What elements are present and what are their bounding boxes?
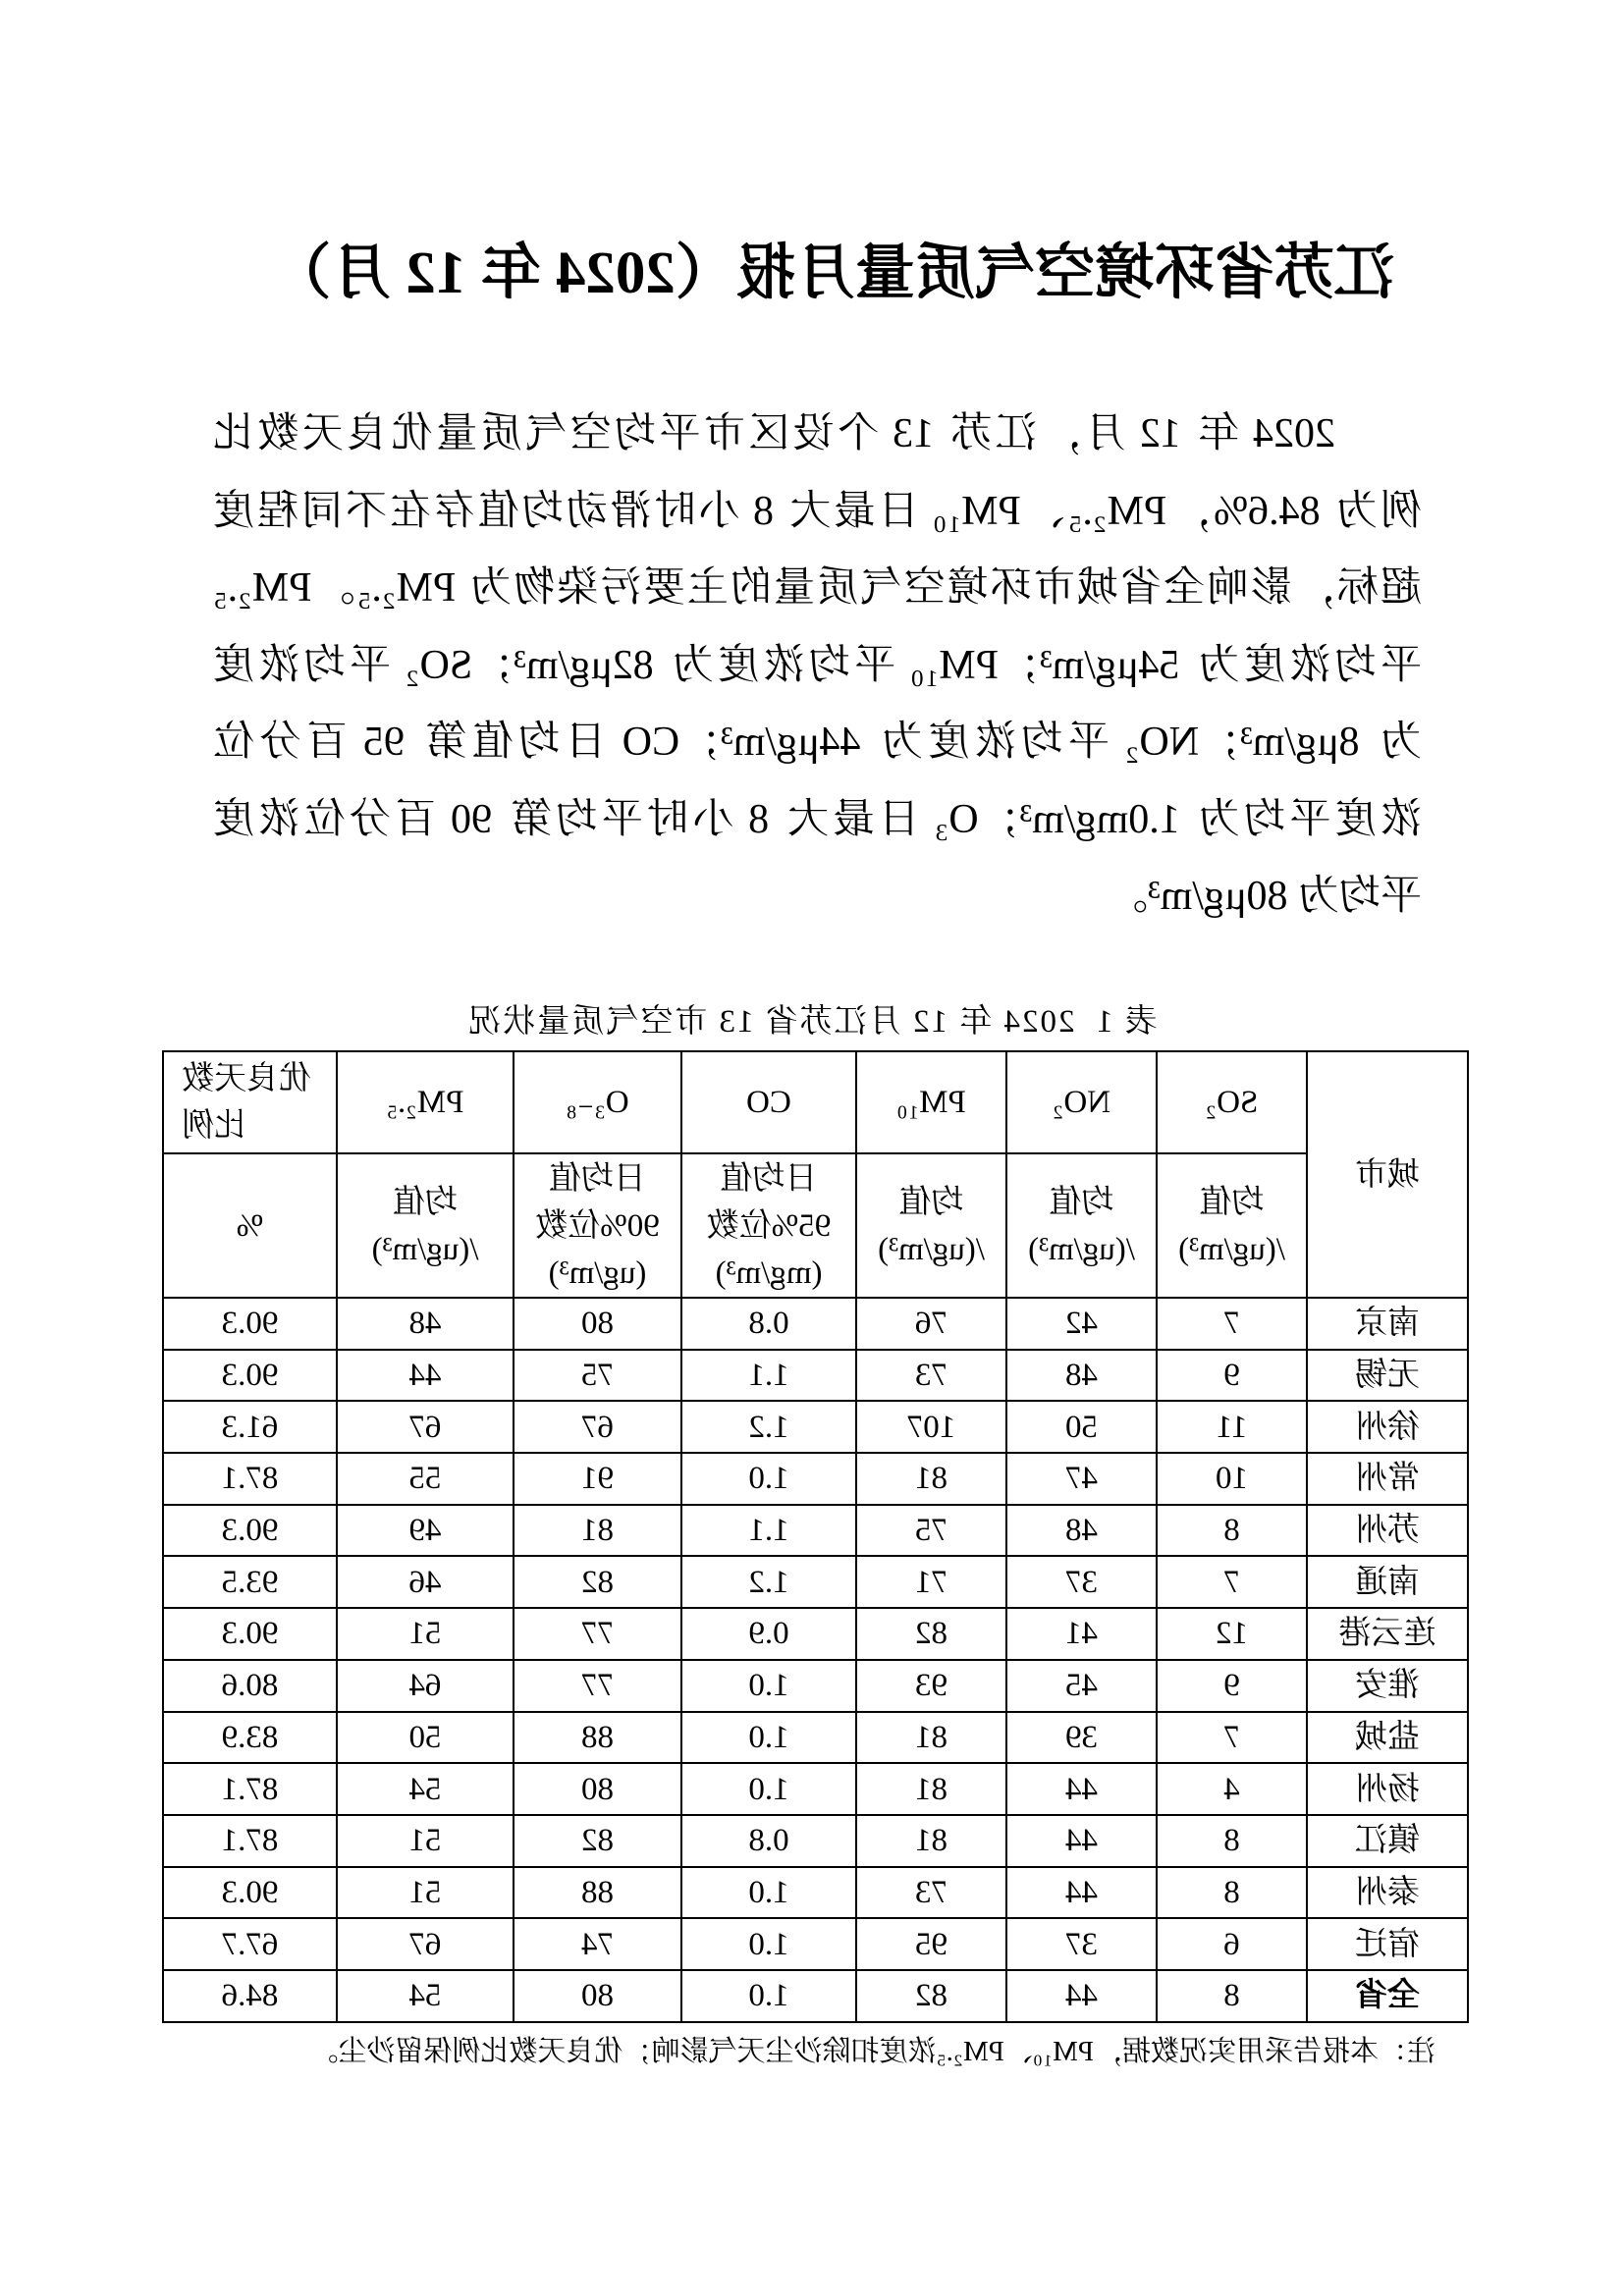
header-pm10-unit: 均值 /(ug/m³): [856, 1153, 1006, 1298]
air-quality-table: [162, 1050, 1469, 2023]
header-o3-8: O₃₋₈: [514, 1051, 681, 1153]
co-value-cell: 1.1: [681, 1350, 856, 1402]
table-row: [163, 1867, 1468, 1919]
co-value-cell: 0.9: [681, 1608, 856, 1660]
summary-line: 例为 84.6%，PM₂.₅、PM₁₀ 日最大 8 小时滑动均值存在不同程度: [213, 488, 1422, 534]
table-row: [163, 1401, 1468, 1453]
header-pm25-unit: 均值 /(ug/m³): [337, 1153, 514, 1298]
header-city: 城市: [1307, 1051, 1468, 1298]
o3-8-value-cell: 77: [514, 1660, 681, 1712]
pm25-value-cell: 51: [337, 1815, 514, 1867]
so2-value-cell: 12: [1157, 1608, 1307, 1660]
so2-value-cell: 6: [1157, 1918, 1307, 1970]
o3-8-value-cell: 75: [514, 1350, 681, 1402]
good-days-ratio-value-cell: 90.3: [163, 1867, 337, 1919]
pm10-value-cell: 81: [856, 1763, 1006, 1815]
pm25-value-cell: 67: [337, 1918, 514, 1970]
pm25-value-cell: 64: [337, 1660, 514, 1712]
so2-value-cell: 8: [1157, 1970, 1307, 2022]
city-name-cell: 镇江: [1307, 1815, 1468, 1867]
table-row: [163, 1453, 1468, 1505]
pm10-value-cell: 73: [856, 1867, 1006, 1919]
co-value-cell: 1.0: [681, 1712, 856, 1764]
no2-value-cell: 47: [1006, 1453, 1157, 1505]
o3-8-value-cell: 80: [514, 1970, 681, 2022]
pm10-value-cell: 81: [856, 1712, 1006, 1764]
pm25-value-cell: 50: [337, 1712, 514, 1764]
co-value-cell: 0.8: [681, 1298, 856, 1350]
so2-value-cell: 7: [1157, 1712, 1307, 1764]
table-row: [163, 1712, 1468, 1764]
good-days-ratio-value-cell: 90.3: [163, 1298, 337, 1350]
o3-8-value-cell: 67: [514, 1401, 681, 1453]
pm25-value-cell: 54: [337, 1763, 514, 1815]
pm10-value-cell: 82: [856, 1970, 1006, 2022]
pm25-value-cell: 46: [337, 1556, 514, 1608]
o3-8-value-cell: 80: [514, 1298, 681, 1350]
pm10-value-cell: 73: [856, 1350, 1006, 1402]
city-name-cell: 无锡: [1307, 1350, 1468, 1402]
co-value-cell: 1.1: [681, 1505, 856, 1557]
summary-line: 为 8μg/m³；NO₂ 平均浓度为 44μg/m³；CO 日均值第 95 百分位: [213, 720, 1422, 765]
city-name-cell: 南京: [1307, 1298, 1468, 1350]
city-name-cell: 南通: [1307, 1556, 1468, 1608]
good-days-ratio-value-cell: 90.3: [163, 1608, 337, 1660]
co-value-cell: 1.2: [681, 1556, 856, 1608]
header-good-days-ratio: [163, 1051, 337, 1153]
good-days-ratio-value-cell: 90.3: [163, 1350, 337, 1402]
co-value-cell: 1.0: [681, 1918, 856, 1970]
o3-8-value-cell: 81: [514, 1505, 681, 1557]
table-row: [163, 1298, 1468, 1350]
good-days-ratio-value-cell: 83.9: [163, 1712, 337, 1764]
pm10-value-cell: 81: [856, 1815, 1006, 1867]
table-header: [163, 1051, 1468, 1298]
good-days-ratio-value-cell: 87.1: [163, 1815, 337, 1867]
so2-value-cell: 9: [1157, 1660, 1307, 1712]
header-pm25: PM₂.₅: [337, 1051, 514, 1153]
co-value-cell: 1.0: [681, 1970, 856, 2022]
table-unit-row: [163, 1153, 1468, 1298]
so2-value-cell: 7: [1157, 1556, 1307, 1608]
good-days-ratio-value-cell: 87.1: [163, 1763, 337, 1815]
no2-value-cell: 50: [1006, 1401, 1157, 1453]
so2-value-cell: 9: [1157, 1350, 1307, 1402]
no2-value-cell: 42: [1006, 1298, 1157, 1350]
o3-8-value-cell: 82: [514, 1815, 681, 1867]
good-days-ratio-value-cell: 84.6: [163, 1970, 337, 2022]
header-no2: NO₂: [1006, 1051, 1157, 1153]
co-value-cell: 1.0: [681, 1660, 856, 1712]
pm10-value-cell: 75: [856, 1505, 1006, 1557]
pm10-value-cell: 93: [856, 1660, 1006, 1712]
pm10-value-cell: 71: [856, 1556, 1006, 1608]
no2-value-cell: 37: [1006, 1556, 1157, 1608]
pm10-value-cell: 82: [856, 1608, 1006, 1660]
table-body: [163, 1298, 1468, 2022]
pm25-value-cell: 55: [337, 1453, 514, 1505]
summary-line: 2024 年 12 月，江苏 13 个设区市平均空气质量优良天数比: [213, 411, 1335, 456]
o3-8-value-cell: 88: [514, 1712, 681, 1764]
so2-value-cell: 8: [1157, 1867, 1307, 1919]
city-name-cell: 扬州: [1307, 1763, 1468, 1815]
o3-8-value-cell: 77: [514, 1608, 681, 1660]
city-name-cell: 常州: [1307, 1453, 1468, 1505]
no2-value-cell: 48: [1006, 1505, 1157, 1557]
pm10-value-cell: 107: [856, 1401, 1006, 1453]
table-row: [163, 1660, 1468, 1712]
good-days-ratio-value-cell: 67.7: [163, 1918, 337, 1970]
header-so2-unit: 均值 /(ug/m³): [1157, 1153, 1307, 1298]
so2-value-cell: 8: [1157, 1505, 1307, 1557]
so2-value-cell: 4: [1157, 1763, 1307, 1815]
table-row: [163, 1815, 1468, 1867]
table-footnote: 注：本报告采用实况数据，PM₁₀、PM₂.₅浓度扣除沙尘天气影响；优良天数比例保留沙尘。: [309, 2036, 1435, 2067]
city-name-cell: 全省: [1307, 1970, 1468, 2022]
table-row: [163, 1608, 1468, 1660]
table-row: [163, 1763, 1468, 1815]
pm10-value-cell: 95: [856, 1918, 1006, 1970]
city-name-cell: 苏州: [1307, 1505, 1468, 1557]
o3-8-value-cell: 91: [514, 1453, 681, 1505]
so2-value-cell: 10: [1157, 1453, 1307, 1505]
pm25-value-cell: 51: [337, 1608, 514, 1660]
table-header-row: [163, 1051, 1468, 1153]
pm25-value-cell: 48: [337, 1298, 514, 1350]
so2-value-cell: 7: [1157, 1298, 1307, 1350]
city-name-cell: 盐城: [1307, 1712, 1468, 1764]
header-o3-8-unit: 日均值 90%位数 (ug/m³): [514, 1153, 681, 1298]
pm10-value-cell: 81: [856, 1453, 1006, 1505]
table-row: [163, 1918, 1468, 1970]
header-no2-unit: 均值 /(ug/m³): [1006, 1153, 1157, 1298]
summary-line: 平均浓度为 54μg/m³；PM₁₀ 平均浓度为 82μg/m³；SO₂ 平均浓度: [213, 642, 1422, 688]
summary-line: 平均为 80μg/m³。: [1107, 874, 1422, 919]
good-days-ratio-value-cell: 90.3: [163, 1505, 337, 1557]
city-name-cell: 淮安: [1307, 1660, 1468, 1712]
no2-value-cell: 48: [1006, 1350, 1157, 1402]
co-value-cell: 1.0: [681, 1867, 856, 1919]
header-good-days-ratio-unit: %: [163, 1153, 337, 1298]
co-value-cell: 1.2: [681, 1401, 856, 1453]
o3-8-value-cell: 74: [514, 1918, 681, 1970]
no2-value-cell: 44: [1006, 1763, 1157, 1815]
co-value-cell: 1.0: [681, 1453, 856, 1505]
header-good-days-ratio-label: 优良天数比例: [182, 1061, 312, 1144]
no2-value-cell: 44: [1006, 1970, 1157, 2022]
no2-value-cell: 37: [1006, 1918, 1157, 1970]
table-row: [163, 1350, 1468, 1402]
document-title: 江苏省环境空气质量月报（2024 年 12 月）: [271, 240, 1394, 306]
summary-line: 超标，影响全省城市环境空气质量的主要污染物为 PM₂.₅。PM₂.₅: [213, 565, 1422, 611]
table-row: [163, 1556, 1468, 1608]
no2-value-cell: 41: [1006, 1608, 1157, 1660]
table-caption: 表 1 2024 年 12 月江苏省 13 市空气质量状况: [466, 1004, 1158, 1040]
o3-8-value-cell: 88: [514, 1867, 681, 1919]
pm10-value-cell: 76: [856, 1298, 1006, 1350]
pm25-value-cell: 51: [337, 1867, 514, 1919]
summary-paragraph: [213, 396, 1422, 935]
table-row: [163, 1970, 1468, 2022]
header-pm10: PM₁₀: [856, 1051, 1006, 1153]
city-name-cell: 徐州: [1307, 1401, 1468, 1453]
good-days-ratio-value-cell: 87.1: [163, 1453, 337, 1505]
pm25-value-cell: 54: [337, 1970, 514, 2022]
summary-line: 浓度平均为 1.0mg/m³；O₃ 日最大 8 小时平均第 90 百分位浓度: [213, 796, 1422, 842]
good-days-ratio-value-cell: 61.3: [163, 1401, 337, 1453]
pm25-value-cell: 49: [337, 1505, 514, 1557]
table-row: [163, 1505, 1468, 1557]
no2-value-cell: 44: [1006, 1815, 1157, 1867]
co-value-cell: 0.8: [681, 1815, 856, 1867]
no2-value-cell: 44: [1006, 1867, 1157, 1919]
o3-8-value-cell: 80: [514, 1763, 681, 1815]
so2-value-cell: 11: [1157, 1401, 1307, 1453]
good-days-ratio-value-cell: 80.6: [163, 1660, 337, 1712]
pm25-value-cell: 44: [337, 1350, 514, 1402]
o3-8-value-cell: 82: [514, 1556, 681, 1608]
co-value-cell: 1.0: [681, 1763, 856, 1815]
no2-value-cell: 39: [1006, 1712, 1157, 1764]
no2-value-cell: 45: [1006, 1660, 1157, 1712]
header-so2: SO₂: [1157, 1051, 1307, 1153]
header-co: CO: [681, 1051, 856, 1153]
header-co-unit: 日均值 95%位数 (mg/m³): [681, 1153, 856, 1298]
city-name-cell: 连云港: [1307, 1608, 1468, 1660]
city-name-cell: 泰州: [1307, 1867, 1468, 1919]
so2-value-cell: 8: [1157, 1815, 1307, 1867]
city-name-cell: 宿迁: [1307, 1918, 1468, 1970]
good-days-ratio-value-cell: 93.5: [163, 1556, 337, 1608]
pm25-value-cell: 67: [337, 1401, 514, 1453]
